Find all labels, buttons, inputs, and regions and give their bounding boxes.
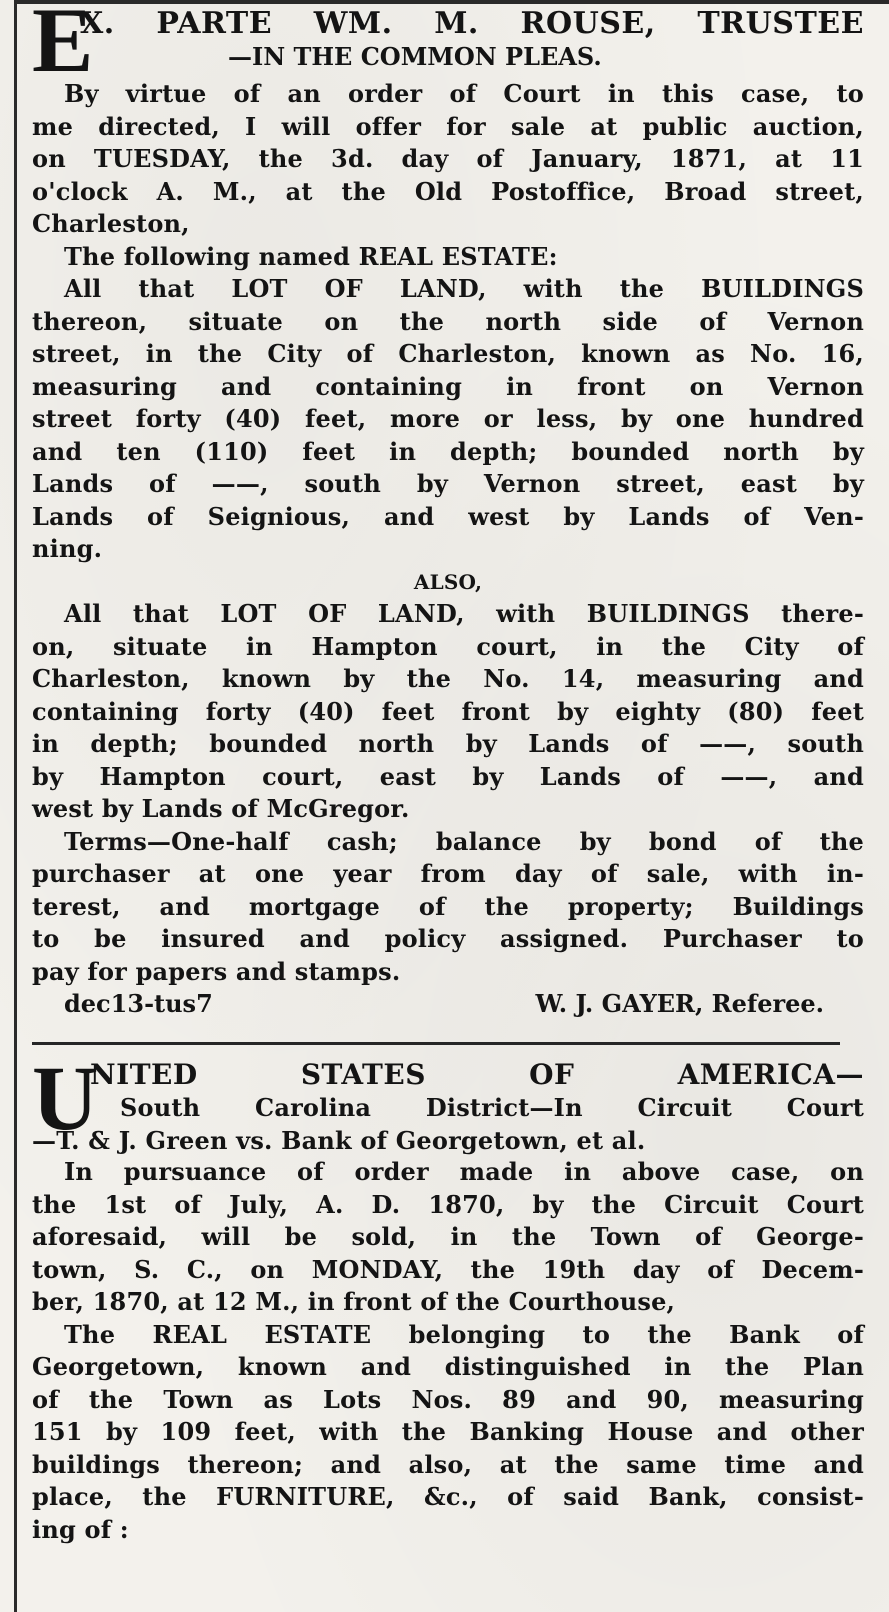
text-line: Charleston, known by the No. 14, measuring and [32, 664, 864, 693]
text-line: place, the FURNITURE, &c., of said Bank, consist- [32, 1482, 864, 1511]
notice1-signature [32, 988, 864, 1021]
text-line: purchaser at one year from day of sale, with in- [32, 859, 864, 888]
notice1-paragraph-5 [32, 826, 864, 989]
notice-united-states [32, 1047, 864, 1546]
dropcap-e: E [32, 0, 94, 91]
text-line: All that LOT OF LAND, with the BUILDINGS [64, 274, 864, 303]
text-line: ning. [32, 534, 103, 563]
also-label: ALSO, [413, 569, 483, 594]
notice2-paragraph-1 [32, 1156, 864, 1319]
notice1-title: X. PARTE WM. M. ROUSE, TRUSTEE [80, 6, 864, 41]
text-line: terest, and mortgage of the property; Buildings [32, 891, 864, 921]
text-line: The following named REAL ESTATE: [64, 241, 558, 271]
text-line: street forty (40) feet, more or less, by one hundred [32, 404, 864, 433]
text-line: Georgetown, known and distinguished in the Plan [32, 1352, 864, 1381]
text-line: town, S. C., on MONDAY, the 19th day of Decem- [32, 1254, 864, 1284]
text-line: by Hampton court, east by Lands of ——, and [32, 761, 864, 791]
text-line: Lands of Seignious, and west by Lands of Ven- [32, 501, 864, 531]
text-line: on TUESDAY, the 3d. day of January, 1871, at 11 [32, 144, 864, 173]
text-line: west by Lands of McGregor. [32, 794, 410, 823]
text-line: ing of : [32, 1514, 129, 1544]
text-line: The REAL ESTATE belonging to the Bank of [64, 1319, 864, 1349]
text-line: me directed, I will offer for sale at public auction, [32, 111, 864, 141]
notice2-district: South Carolina District—In Circuit Court [120, 1093, 864, 1122]
notice2-case: —T. & J. Green vs. Bank of Georgetown, et al. [32, 1125, 646, 1155]
text-line: 151 by 109 feet, with the Banking House and other [32, 1417, 864, 1446]
text-line: buildings thereon; and also, at the same time and [32, 1449, 864, 1479]
text-line: pay for papers and stamps. [32, 956, 401, 986]
text-line: and ten (110) feet in depth; bounded north by [32, 436, 864, 466]
text-line: Charleston, [32, 209, 190, 238]
notice-divider [32, 1042, 840, 1045]
notice2-header [32, 1047, 864, 1156]
top-rule [17, 0, 889, 4]
text-line: All that LOT OF LAND, with BUILDINGS there- [64, 599, 864, 628]
text-line: of the Town as Lots Nos. 89 and 90, measuring [32, 1384, 864, 1414]
text-line: Terms—One-half cash; balance by bond of the [64, 826, 864, 856]
notice1-paragraph-1 [32, 78, 864, 241]
text-line: street, in the City of Charleston, known as No. 16, [32, 339, 864, 368]
text-line: in depth; bounded north by Lands of ——, south [32, 729, 864, 758]
text-line: thereon, situate on the north side of Vernon [32, 306, 864, 336]
text-line: Lands of ——, south by Vernon street, east by [32, 469, 864, 498]
text-line: ber, 1870, at 12 M., in front of the Courthouse, [32, 1287, 676, 1316]
dropcap-u: U [32, 1047, 99, 1149]
signature-name: W. J. GAYER, Referee. [535, 989, 824, 1018]
notice2-paragraph-2 [32, 1319, 864, 1547]
notice2-title: NITED STATES OF AMERICA— [90, 1058, 864, 1091]
notice1-paragraph-4 [32, 598, 864, 826]
column-rule [14, 0, 17, 1612]
notice1-header [32, 0, 864, 91]
notice-rouse-trustee [32, 0, 864, 1021]
text-line: By virtue of an order of Court in this case, to [64, 79, 864, 108]
notice1-court: —IN THE COMMON PLEAS. [228, 42, 602, 71]
notice1-paragraph-3 [32, 273, 864, 566]
text-line: containing forty (40) feet front by eighty (80) feet [32, 696, 864, 726]
text-line: o'clock A. M., at the Old Postoffice, Broad street, [32, 176, 864, 206]
signature-code: dec13-tus7 [64, 989, 213, 1018]
text-line: measuring and containing in front on Vernon [32, 371, 864, 401]
text-line: In pursuance of order made in above case, on [64, 1157, 864, 1186]
text-line: to be insured and policy assigned. Purchaser to [32, 924, 864, 953]
notice1-paragraph-2 [32, 241, 864, 274]
text-line: aforesaid, will be sold, in the Town of George- [32, 1222, 864, 1251]
text-line: on, situate in Hampton court, in the City of [32, 631, 864, 661]
text-line: the 1st of July, A. D. 1870, by the Circuit Court [32, 1189, 864, 1219]
